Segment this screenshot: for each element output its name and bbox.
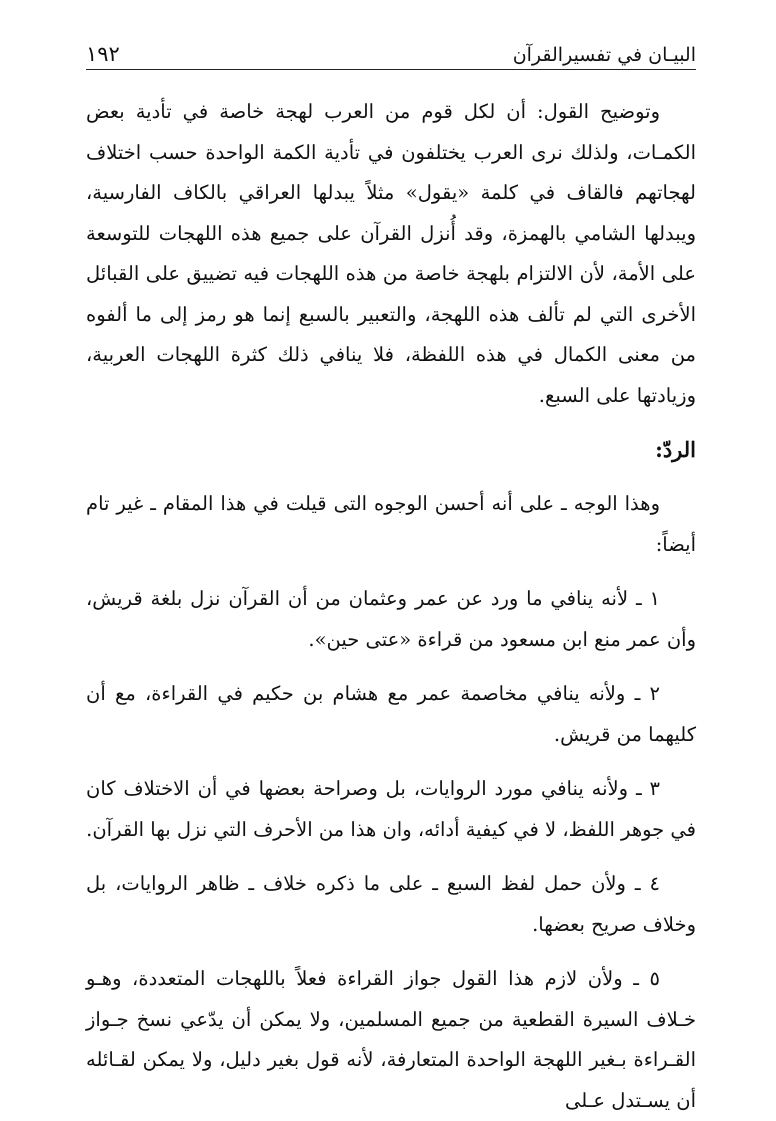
explanation-paragraph: وتوضيح القول: أن لكل قوم من العرب لهجة خاصة في تأدية بعض الكمـات، ولذلك نرى العرب يختلفون في تأدية الكمة الواحدة حسب اختلاف لهجاتهم فالقاف في كلمة «يقول» مثلاً يبدلها العراقي بالكاف الفارسية، ويبدلها الشامي بالهمزة، وقد أُنزل القرآن على جميع هذه اللهجات للتوسعة على الأمة، لأن الالتزام بلهجة خاصة من هذه اللهجات فيه تضييق على القبائل الأخرى التي لم تألف هذه اللهجة، والتعبير بالسبع إنما هو رمز إلى ما ألفوه من معنى الكمال في هذه اللفظة، فلا ينافي ذلك كثرة اللهجات العربية، وزيادتها على السبع. <box>86 100 696 407</box>
rebuttal-point-5: ٥ ـ ولأن لازم هذا القول جواز القراءة فعلاً باللهجات المتعددة، وهـو خـلاف السيرة القطعية من جميع المسلمين، ولا يمكن أن يدّعي نسخ جـواز القـراءة بـغير اللهجة الواحدة المتعارفة، لأنه قول بغير دليل، ولا يمكن لقـائله أن يسـتدل عـلى <box>86 967 696 1112</box>
page-header <box>86 36 696 70</box>
rebuttal-point-4: ٤ ـ ولأن حمل لفظ السبع ـ على ما ذكره خلاف ـ ظاهر الروايات، بل وخلاف صريح بعضها. <box>86 872 696 936</box>
rebuttal-point-3: ٣ ـ ولأنه ينافي مورد الروايات، بل وصراحة بعضها في أن الاختلاف كان في جوهر اللفظ، لا في كيفية أدائه، وان هذا من الأحرف التي نزل بها القرآن. <box>86 777 696 841</box>
running-title: البيـان في تفسيرالقرآن <box>512 44 696 66</box>
page-body <box>86 92 696 1121</box>
rebuttal-point-1: ١ ـ لأنه ينافي ما ورد عن عمر وعثمان من أن القرآن نزل بلغة قريش، وأن عمر منع ابن مسعود من قراءة «عتى حين». <box>86 587 696 651</box>
rebuttal-point-2: ٢ ـ ولأنه ينافي مخاصمة عمر مع هشام بن حكيم في القراءة، مع أن كليهما من قريش. <box>86 682 696 746</box>
rebuttal-intro-paragraph: وهذا الوجه ـ على أنه أحسن الوجوه التى قيلت في هذا المقام ـ غير تام أيضاً: <box>86 492 696 556</box>
reply-heading: الردّ: <box>655 437 696 462</box>
page-number: ١٩٢ <box>86 42 120 66</box>
